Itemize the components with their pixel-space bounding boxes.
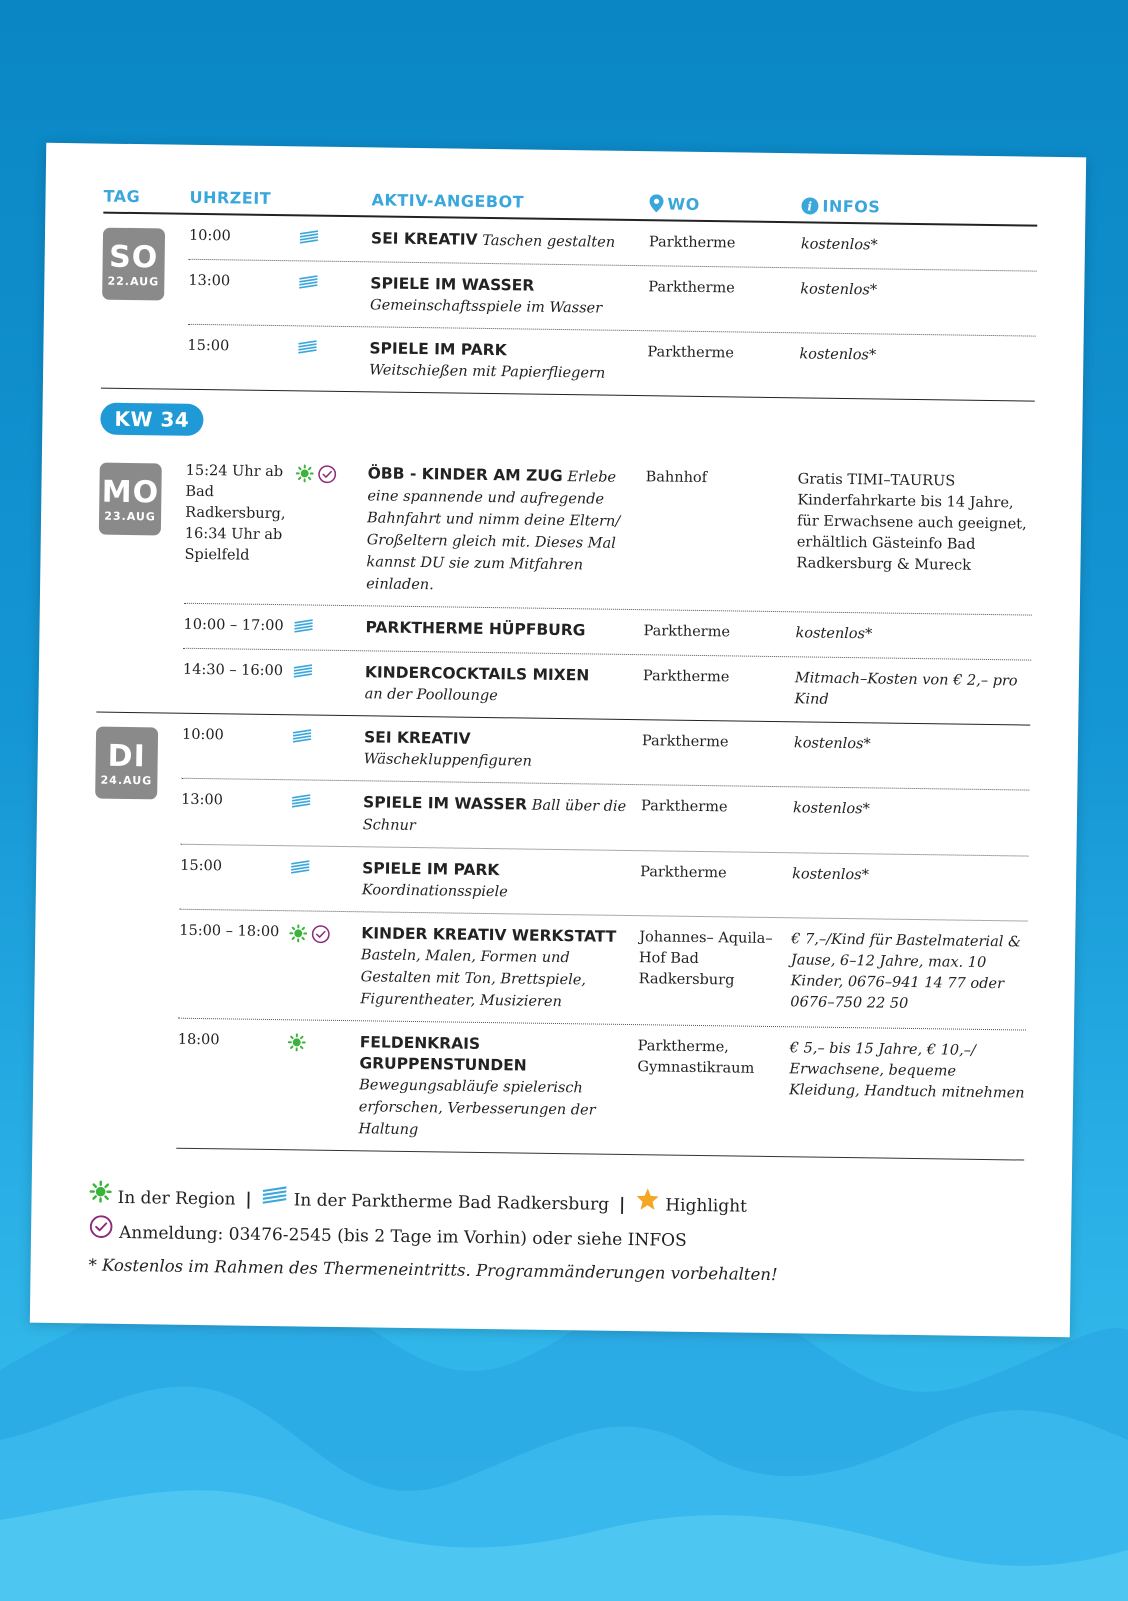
activity-title: SEI KREATIV: [363, 728, 471, 748]
row-info: kostenlos*: [792, 866, 870, 884]
row-activity: [363, 792, 642, 840]
legend-note: * Kostenlos im Rahmen des Thermeneintritts. Programmänderungen vorbehalten!: [88, 1255, 778, 1285]
sun-icon: [294, 464, 314, 594]
row-time: 14:30 – 16:00: [182, 661, 284, 680]
row-time: 15:00 – 18:00: [179, 922, 280, 941]
schedule-sheet: [30, 143, 1086, 1337]
row-info: kostenlos*: [793, 735, 871, 753]
schedule-row: [182, 649, 1031, 725]
schedule-row: [178, 910, 1027, 1031]
schedule-row: [181, 714, 1030, 791]
activity-desc: Erlebe eine spannende und aufregende Bahnfahrt und nimm deine Eltern/ Großeltern gleich mit. Dieses Mal kannst DU sie zum Mitfahren einladen.: [366, 469, 621, 594]
row-activity: [369, 338, 648, 385]
row-time: 15:24 Uhr ab Bad Radkersburg, 16:34 Uhr ab Spielfeld: [184, 462, 286, 564]
header-uhrzeit: UHRZEIT: [189, 187, 272, 208]
activity-title: SPIELE IM WASSER: [370, 274, 535, 295]
row-icons: [292, 661, 365, 705]
row-time: 10:00: [188, 227, 231, 245]
waves-icon: [261, 1183, 287, 1215]
row-icons: [294, 462, 368, 595]
svg-text:i: i: [807, 198, 813, 214]
row-activity: [371, 228, 649, 255]
waves-icon: [298, 274, 319, 315]
waves-icon: [297, 339, 318, 380]
row-location: Parktherme: [647, 344, 735, 362]
row-info: kostenlos*: [795, 625, 873, 643]
day-abbr: SO: [108, 239, 159, 275]
row-info: € 7,–/Kind für Bastelmaterial & Jause, 6–12 Jahre, max. 10 Kinder, 0676–941 14 77 oder 0676–750 22 50: [790, 931, 1022, 1012]
row-activity: [364, 727, 643, 774]
activity-desc: Weitschießen mit Papierfliegern: [369, 362, 606, 382]
row-info: kostenlos*: [792, 800, 870, 818]
day-date: 24.AUG: [100, 773, 153, 787]
activity-title: SPIELE IM PARK: [369, 339, 507, 360]
row-activity: [358, 1032, 637, 1144]
schedule-row: [187, 325, 1036, 401]
row-icons: [290, 857, 363, 901]
waves-icon: [292, 728, 313, 769]
header-aktiv-angebot: AKTIV-ANGEBOT: [371, 189, 525, 211]
activity-title: FELDENKRAIS GRUPPENSTUNDEN: [359, 1033, 527, 1075]
row-time: 18:00: [177, 1031, 220, 1049]
day-rows: [182, 450, 1034, 725]
row-location: Parktherme, Gymnastikraum: [637, 1038, 755, 1077]
activity-title: KINDERCOCKTAILS MIXEN: [364, 663, 590, 685]
row-icons: [291, 791, 364, 836]
row-activity: [362, 858, 641, 905]
legend-anmeldung: Anmeldung: 03476-2545 (bis 2 Tage im Vorhin) oder siehe INFOS: [118, 1222, 687, 1251]
header-wo-label: WO: [667, 193, 700, 214]
day-group-di: [90, 713, 1030, 1161]
day-abbr: MO: [101, 474, 160, 510]
row-time: 15:00: [180, 857, 223, 875]
legend-highlight: Highlight: [665, 1195, 748, 1217]
row-icons: [292, 726, 365, 770]
day-rows: [176, 714, 1030, 1161]
activity-title: SEI KREATIV: [370, 229, 478, 249]
day-date: 23.AUG: [104, 509, 156, 523]
row-time: 15:00: [187, 337, 230, 355]
week-badge: KW 34: [100, 403, 203, 436]
row-info: Gratis TIMI–TAURUS Kinderfahrkarte bis 14 Jahre, für Erwachsene auch geeignet, erhältlich Gästeinfo Bad Radkersburg & Mureck: [796, 471, 1027, 574]
header-tag: TAG: [103, 186, 141, 206]
row-time: 13:00: [181, 791, 224, 809]
row-activity: [364, 662, 643, 709]
row-time: 10:00: [181, 726, 224, 744]
waves-icon: [291, 793, 312, 835]
activity-title: KINDER KREATIV WERKSTATT: [361, 924, 617, 946]
day-cell: [96, 449, 186, 713]
row-info: Mitmach–Kosten von € 2,– pro Kind: [794, 670, 1018, 708]
legend-separator: |: [245, 1189, 252, 1210]
schedule-row: [181, 779, 1030, 857]
info-icon: [801, 197, 818, 214]
row-location: Parktherme: [640, 864, 727, 882]
star-icon: [635, 1187, 659, 1222]
sun-icon: [89, 1181, 111, 1214]
day-group-mo: [96, 449, 1034, 726]
sun-icon: [288, 924, 307, 1009]
row-icons: [299, 227, 371, 251]
row-info: kostenlos*: [800, 281, 878, 299]
day-cell: [101, 214, 189, 389]
check-circle-icon: [89, 1215, 113, 1250]
activity-title: ÖBB - KINDER AM ZUG: [367, 464, 563, 486]
schedule-row: [180, 845, 1029, 922]
activity-desc: Taschen gestalten: [482, 232, 616, 251]
row-activity: [360, 923, 639, 1014]
row-location: Parktherme: [640, 798, 728, 816]
activity-desc: Basteln, Malen, Formen und Gestalten mit Ton, Brettspiele, Figurentheater, Musizieren: [360, 947, 587, 1011]
schedule-content: [88, 180, 1037, 1295]
row-location: Parktherme: [648, 234, 736, 252]
sun-icon: [286, 1033, 305, 1139]
header-wo: [649, 194, 801, 215]
location-pin-icon: [649, 194, 663, 212]
schedule-row: [176, 1019, 1026, 1161]
row-location: Parktherme: [648, 279, 735, 297]
header-infos: [801, 196, 1037, 218]
day-rows: [187, 215, 1037, 401]
legend: [88, 1180, 1023, 1295]
header-infos-label: INFOS: [822, 196, 881, 216]
row-icons: [298, 272, 371, 316]
activity-desc: Koordinationsspiele: [361, 882, 508, 901]
row-icons: [293, 616, 365, 640]
row-activity: [365, 617, 643, 644]
row-location: Parktherme: [643, 623, 731, 641]
waves-icon: [292, 663, 313, 704]
activity-desc: Ball über die Schnur: [362, 797, 627, 835]
row-location: Parktherme: [641, 733, 729, 751]
activity-title: SPIELE IM WASSER: [362, 793, 528, 814]
activity-desc: an der Poollounge: [364, 686, 498, 705]
activity-desc: Wäschekluppenfiguren: [363, 751, 532, 770]
activity-desc: Bewegungsabläufe spielerisch erforschen, Verbesserungen der Haltung: [358, 1077, 596, 1139]
row-time: 13:00: [188, 272, 231, 290]
day-group-so: [101, 214, 1037, 402]
activity-desc: Gemeinschaftsspiele im Wasser: [369, 297, 603, 317]
waves-icon: [290, 859, 311, 900]
row-time: 10:00 – 17:00: [183, 616, 284, 635]
day-abbr: DI: [107, 738, 147, 774]
legend-parktherme: In der Parktherme Bad Radkersburg: [293, 1189, 610, 1215]
day-cell: [90, 713, 182, 1149]
legend-region: In der Region: [117, 1187, 236, 1210]
waves-icon: [299, 229, 319, 250]
day-badge: [102, 228, 165, 301]
row-activity: [366, 463, 646, 599]
schedule-row: [188, 260, 1037, 337]
schedule-row: [184, 450, 1034, 616]
row-location: Bahnhof: [645, 469, 708, 487]
row-icons: [297, 337, 370, 381]
legend-separator-2: |: [618, 1194, 626, 1215]
row-icons: [288, 922, 361, 1010]
activity-title: SPIELE IM PARK: [362, 859, 500, 880]
row-location: Parktherme: [642, 668, 730, 686]
waves-icon: [293, 618, 313, 639]
day-date: 22.AUG: [107, 274, 160, 288]
day-badge: [95, 727, 158, 800]
row-info: kostenlos*: [800, 236, 878, 254]
check-circle-icon: [316, 465, 337, 595]
row-location: Johannes– Aquila–Hof Bad Radkersburg: [638, 929, 773, 989]
row-icons: [286, 1031, 360, 1140]
row-info: € 5,– bis 15 Jahre, € 10,–/ Erwachsene, bequeme Kleidung, Handtuch mitnehmen: [789, 1040, 1025, 1102]
row-activity: [370, 273, 649, 320]
activity-title: PARKTHERME HÜPFBURG: [365, 618, 586, 640]
row-info: kostenlos*: [799, 346, 877, 364]
check-circle-icon: [310, 925, 330, 1010]
day-badge: [99, 463, 162, 536]
